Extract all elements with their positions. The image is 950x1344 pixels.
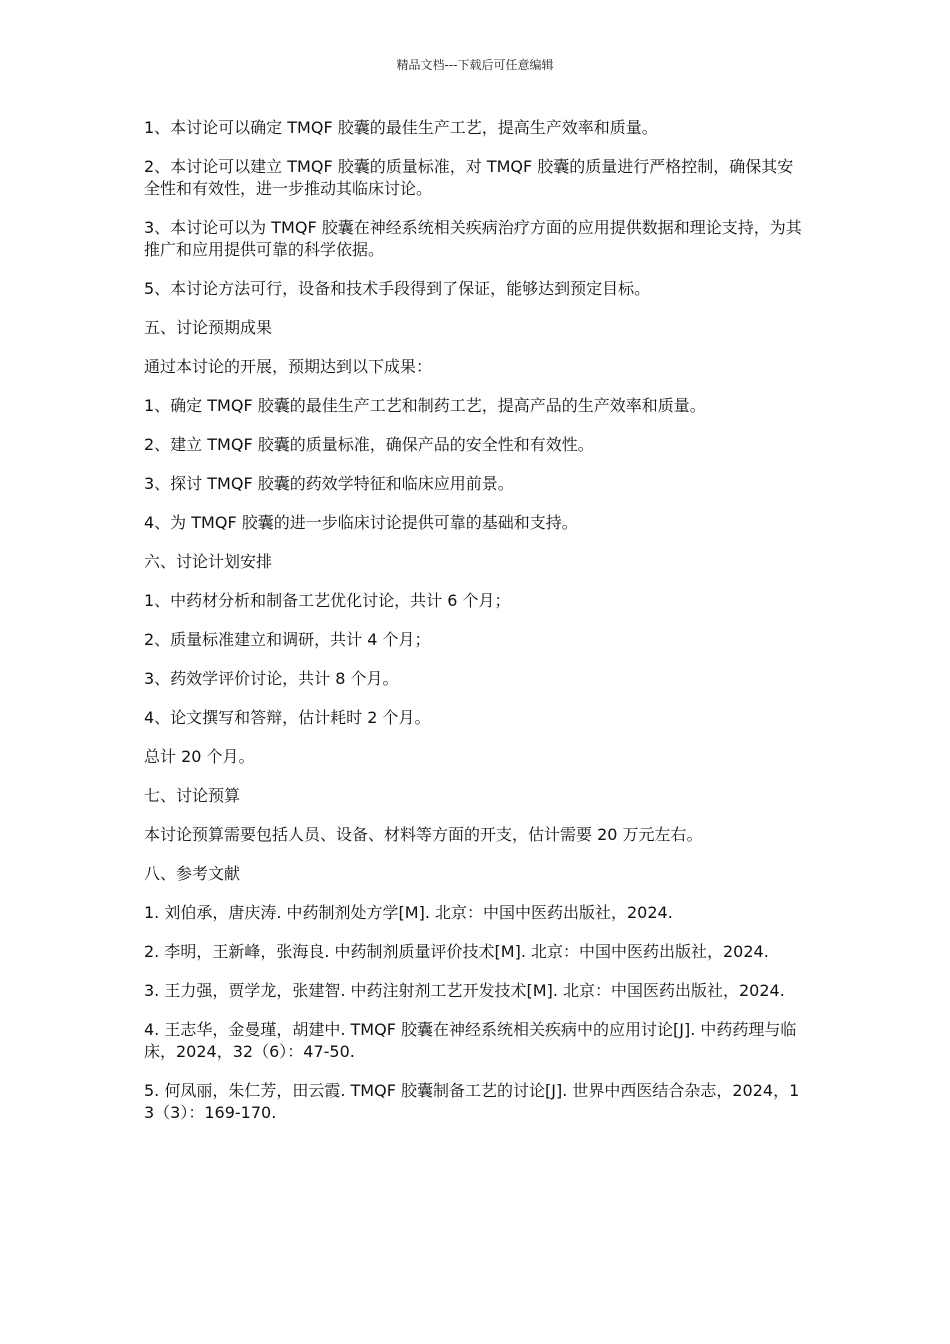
reference-item-3: 3. 王力强，贾学龙，张建智. 中药注射剂工艺开发技术[M]. 北京：中国医药出版社，2024. (144, 981, 785, 1000)
reference-item-2: 2. 李明，王新峰，张海良. 中药制剂质量评价技术[M]. 北京：中国中医药出版社，2024. (144, 942, 769, 961)
section-heading-schedule: 六、讨论计划安排 (144, 552, 273, 571)
paragraph-result-4: 4、为 TMQF 胶囊的进一步临床讨论提供可靠的基础和支持。 (144, 513, 578, 532)
paragraph-result-1: 1、确定 TMQF 胶囊的最佳生产工艺和制药工艺，提高产品的生产效率和质量。 (144, 396, 706, 415)
paragraph-benefit-3: 3、本讨论可以为 TMQF 胶囊在神经系统相关疾病治疗方面的应用提供数据和理论支持，为其推广和应用提供可靠的科学依据。 (144, 218, 802, 259)
reference-item-5: 5. 何凤丽，朱仁芳，田云霞. TMQF 胶囊制备工艺的讨论[J]. 世界中西医结合杂志，2024，13（3）：169-170. (144, 1081, 800, 1122)
paragraph-benefit-1: 1、本讨论可以确定 TMQF 胶囊的最佳生产工艺，提高生产效率和质量。 (144, 118, 658, 137)
paragraph-result-2: 2、建立 TMQF 胶囊的质量标准，确保产品的安全性和有效性。 (144, 435, 594, 454)
paragraph-schedule-1: 1、中药材分析和制备工艺优化讨论，共计 6 个月； (144, 591, 511, 610)
paragraph-budget: 本讨论预算需要包括人员、设备、材料等方面的开支，估计需要 20 万元左右。 (144, 825, 703, 844)
paragraph-benefit-2: 2、本讨论可以建立 TMQF 胶囊的质量标准，对 TMQF 胶囊的质量进行严格控制，确保其安全性和有效性，进一步推动其临床讨论。 (144, 157, 794, 198)
section-heading-budget: 七、讨论预算 (144, 786, 241, 805)
document-body (144, 117, 809, 1141)
reference-item-4: 4. 王志华，金曼瑾，胡建中. TMQF 胶囊在神经系统相关疾病中的应用讨论[J]. 中药药理与临床，2024，32（6）：47-50. (144, 1020, 797, 1061)
reference-item-1: 1. 刘伯承，唐庆涛. 中药制剂处方学[M]. 北京：中国中医药出版社，2024. (144, 903, 673, 922)
paragraph-schedule-4: 4、论文撰写和答辩，估计耗时 2 个月。 (144, 708, 431, 727)
paragraph-schedule-3: 3、药效学评价讨论，共计 8 个月。 (144, 669, 399, 688)
paragraph-schedule-2: 2、质量标准建立和调研，共计 4 个月； (144, 630, 431, 649)
paragraph-schedule-total: 总计 20 个月。 (144, 747, 255, 766)
page-header: 精品文档---下载后可任意编辑 (396, 58, 554, 72)
section-heading-expected-results: 五、讨论预期成果 (144, 318, 273, 337)
paragraph-result-3: 3、探讨 TMQF 胶囊的药效学特征和临床应用前景。 (144, 474, 514, 493)
section-heading-references: 八、参考文献 (144, 864, 241, 883)
paragraph-benefit-5: 5、本讨论方法可行，设备和技术手段得到了保证，能够达到预定目标。 (144, 279, 651, 298)
paragraph-results-intro: 通过本讨论的开展，预期达到以下成果： (144, 357, 433, 376)
